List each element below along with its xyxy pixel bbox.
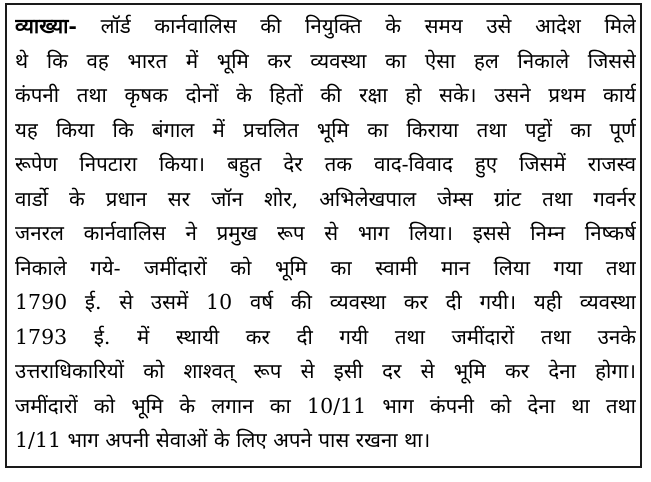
paragraph-line-13: 1/11 भाग अपनी सेवाओं के लिए अपने पास रखना था। (15, 428, 431, 452)
paragraph-line-12: जमींदारों को भूमि के लगान का 10/11 भाग कंपनी को देना था तथा (15, 393, 636, 418)
paragraph-line-6: वार्डो के प्रधान सर जॉन शोर, अभिलेखपाल जेम्स ग्रांट तथा गवर्नर (15, 186, 636, 211)
paragraph-line-2: थे कि वह भारत में भूमि कर व्यवस्था का ऐसा हल निकाले जिससे (15, 48, 636, 73)
paragraph-line-10: 1793 ई. में स्थायी कर दी गयी तथा जमींदारों तथा उनके (15, 324, 636, 349)
paragraph-line-8: निकाले गये- जमींदारों को भूमि का स्वामी मान लिया गया तथा (15, 255, 636, 280)
paragraph-line-5: रूपेण निपटारा किया। बहुत देर तक वाद-विवाद हुए जिसमें राजस्व (15, 152, 636, 176)
paragraph-line-3: कंपनी तथा कृषक दोनों के हितों की रक्षा हो सके। उसने प्रथम कार्य (15, 83, 636, 107)
paragraph-line-7: जनरल कार्नवालिस ने प्रमुख रूप से भाग लिया। इससे निम्न निष्कर्ष (15, 221, 636, 245)
line-1-text: लॉर्ड कार्नवालिस की नियुक्ति के समय उसे आदेश मिले (100, 14, 636, 38)
explanation-text-box (5, 3, 642, 468)
paragraph-line-4: यह किया कि बंगाल में प्रचलित भूमि का किराया तथा पट्टों का पूर्ण (15, 117, 636, 142)
paragraph-line-1 (15, 9, 636, 44)
explanation-label: व्याख्या- (15, 14, 77, 38)
paragraph-line-11: उत्तराधिकारियों को शाश्वत् रूप से इसी दर से भूमि कर देना होगा। (15, 359, 636, 383)
paragraph-line-9: 1790 ई. से उसमें 10 वर्ष की व्यवस्था कर दी गयी। यही व्यवस्था (15, 290, 636, 314)
